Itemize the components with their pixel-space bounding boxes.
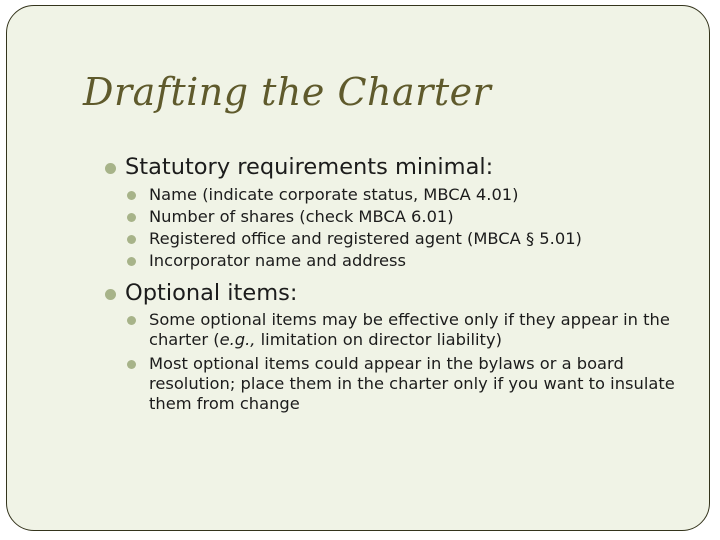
sub-list-optional	[127, 310, 697, 414]
bullet-statutory-requirements	[105, 152, 697, 182]
sub-list-statutory	[127, 184, 697, 272]
sub-bullet-emphasis: e.g.,	[219, 330, 256, 349]
sub-bullet-registered-office	[127, 228, 697, 250]
sub-bullet-name	[127, 184, 697, 206]
bullet-icon	[105, 163, 116, 174]
bullet-heading: Optional items:	[125, 280, 298, 306]
bullet-icon	[127, 257, 136, 266]
sub-bullet-charter-only	[127, 310, 697, 350]
sub-bullet-shares	[127, 206, 697, 228]
sub-bullet-text: Number of shares (check MBCA 6.01)	[149, 207, 454, 226]
slide-content	[105, 152, 697, 420]
sub-bullet-text: Name (indicate corporate status, MBCA 4.01)	[149, 185, 519, 204]
sub-bullet-bylaws	[127, 354, 697, 414]
sub-bullet-incorporator	[127, 250, 697, 272]
bullet-icon	[127, 191, 136, 200]
bullet-icon	[127, 316, 136, 325]
bullet-icon	[105, 289, 116, 300]
bullet-icon	[127, 235, 136, 244]
sub-bullet-text: Registered office and registered agent (MBCA § 5.01)	[149, 229, 582, 248]
bullet-optional-items	[105, 278, 697, 308]
bullet-icon	[127, 213, 136, 222]
slide	[6, 5, 710, 531]
bullet-icon	[127, 360, 136, 369]
slide-title: Drafting the Charter	[83, 70, 492, 114]
bullet-list	[105, 152, 697, 414]
bullet-heading: Statutory requirements minimal:	[125, 154, 494, 180]
sub-bullet-text: Incorporator name and address	[149, 251, 407, 270]
sub-bullet-text-before: Some optional items may be effective only if they appear in the charter (	[149, 310, 670, 349]
sub-bullet-text: Most optional items could appear in the bylaws or a board resolution; place them in the charter only if you want to insulate them from change	[149, 354, 675, 413]
sub-bullet-text-after: limitation on director liability)	[255, 330, 502, 349]
